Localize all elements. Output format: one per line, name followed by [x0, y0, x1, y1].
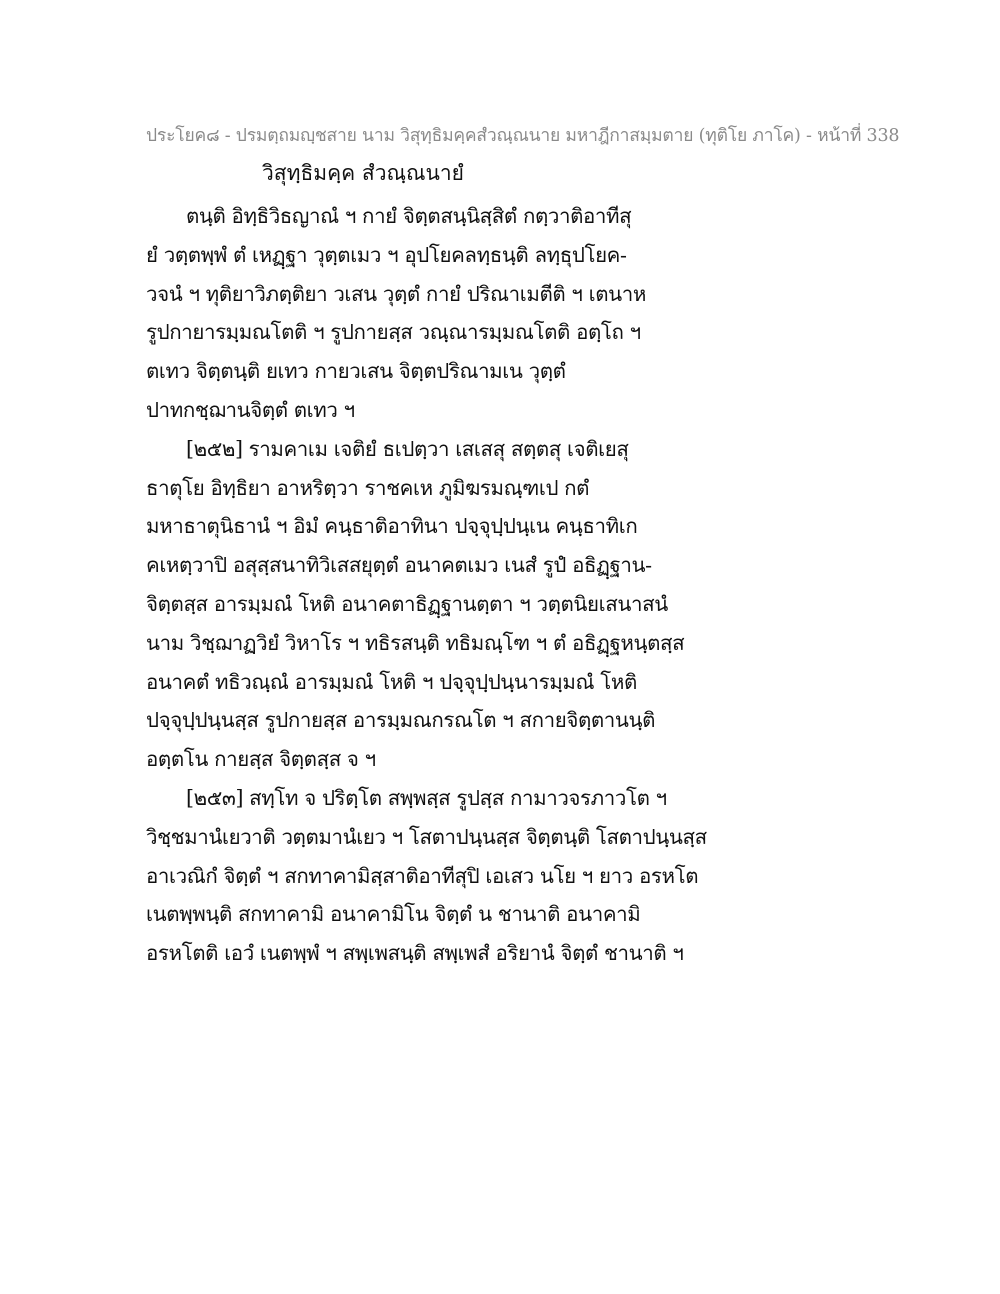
text-line: นาม วิชฺฌาฏวิยํ วิหาโร ฯ ทธิรสนฺติ ทธิมณฺโฑ ฯ ตํ อธิฏฺฐหนฺตสฺส: [146, 630, 685, 655]
text-line: ธาตุโย อิทฺธิยา อาหริตฺวา ราชคเห ภูมิฆรมณฺฑเป กตํ: [146, 475, 590, 500]
text-line: ตเทว จิตฺตนฺติ ยเทว กายวเสน จิตฺตปริณามเน วุตฺตํ: [146, 359, 566, 384]
text-line: ปาทกชฺฌานจิตฺตํ ตเทว ฯ: [146, 397, 355, 422]
text-line: อาเวณิกํ จิตฺตํ ฯ สกทาคามิสฺสาติอาทีสุปิ เอเสว นโย ฯ ยาว อรหโต: [146, 863, 699, 888]
text-line: อตฺตโน กายสฺส จิตฺตสฺส จ ฯ: [146, 747, 376, 772]
text-line: ปจฺจุปฺปนฺนสฺส รูปกายสฺส อารมฺมณกรณโต ฯ สกายจิตฺตานนฺติ: [146, 708, 656, 733]
text-line: รูปกายารมฺมณโตติ ฯ รูปกายสฺส วณฺณารมฺมณโตติ อตฺโถ ฯ: [146, 320, 641, 345]
text-line: [๒๕๒] รามคาเม เจติยํ ธเปตฺวา เสเสสุ สตฺตสุ เจติเยสุ: [186, 436, 629, 461]
text-line: วิชฺชมานํเยวาติ วตฺตมานํเยว ฯ โสตาปนฺนสฺส จิตฺตนฺติ โสตาปนฺนสฺส: [146, 824, 707, 849]
text-line: อรหโตติ เอวํ เนตพฺพํ ฯ สพฺเพสนฺติ สพฺเพสํ อริยานํ จิตฺตํ ชานาติ ฯ: [146, 941, 684, 966]
text-line: คเหตฺวาปิ อสุสฺสนาทิวิเสสยุตฺตํ อนาคตเมว เนสํ รูปํ อธิฏฺฐาน-: [146, 553, 652, 578]
text-line: เนตพฺพนฺติ สกทาคามิ อนาคามิโน จิตฺตํ น ชานาติ อนาคามิ: [146, 902, 641, 927]
running-header: ประโยค๘ - ปรมตฺถมญฺชสาย นาม วิสุทฺธิมคฺคสํวณฺณนาย มหาฎีกาสมฺมตาย (ทุติโย ภาโค) - หน้าที่ 338: [146, 126, 900, 146]
text-line: วจนํ ฯ ทุติยาวิภตฺติยา วเสน วุตฺตํ กายํ ปริณาเมตีติ ฯ เตนาห: [146, 281, 646, 306]
text-line: [๒๕๓] สทฺโท จ ปริตฺโต สพฺพสฺส รูปสฺส กามาวจรภาวโต ฯ: [186, 785, 667, 810]
text-line: ตนฺติ อิทฺธิวิธญาณํ ฯ กายํ จิตฺตสนฺนิสฺสิตํ กตฺวาติอาทีสุ: [186, 204, 632, 228]
section-title: วิสุทฺธิมคฺค สํวณฺณนายํ: [262, 161, 464, 185]
text-line: มหาธาตุนิธานํ ฯ อิมํ คนฺธาติอาทินา ปจฺจุปฺปนฺเน คนฺธาทิเก: [146, 514, 638, 539]
text-line: ยํ วตฺตพฺพํ ตํ เหฏฺฐา วุตฺตเมว ฯ อุปโยคลทฺธนฺติ ลทฺธุปโยค-: [146, 242, 627, 267]
body-text: [146, 197, 706, 973]
text-line: จิตฺตสฺส อารมฺมณํ โหติ อนาคตาธิฏฺฐานตฺตา ฯ วตฺตนิยเสนาสนํ: [146, 591, 668, 616]
text-line: อนาคตํ ทธิวณฺณํ อารมฺมณํ โหติ ฯ ปจฺจุปฺปนฺนารมฺมณํ โหติ: [146, 669, 637, 694]
